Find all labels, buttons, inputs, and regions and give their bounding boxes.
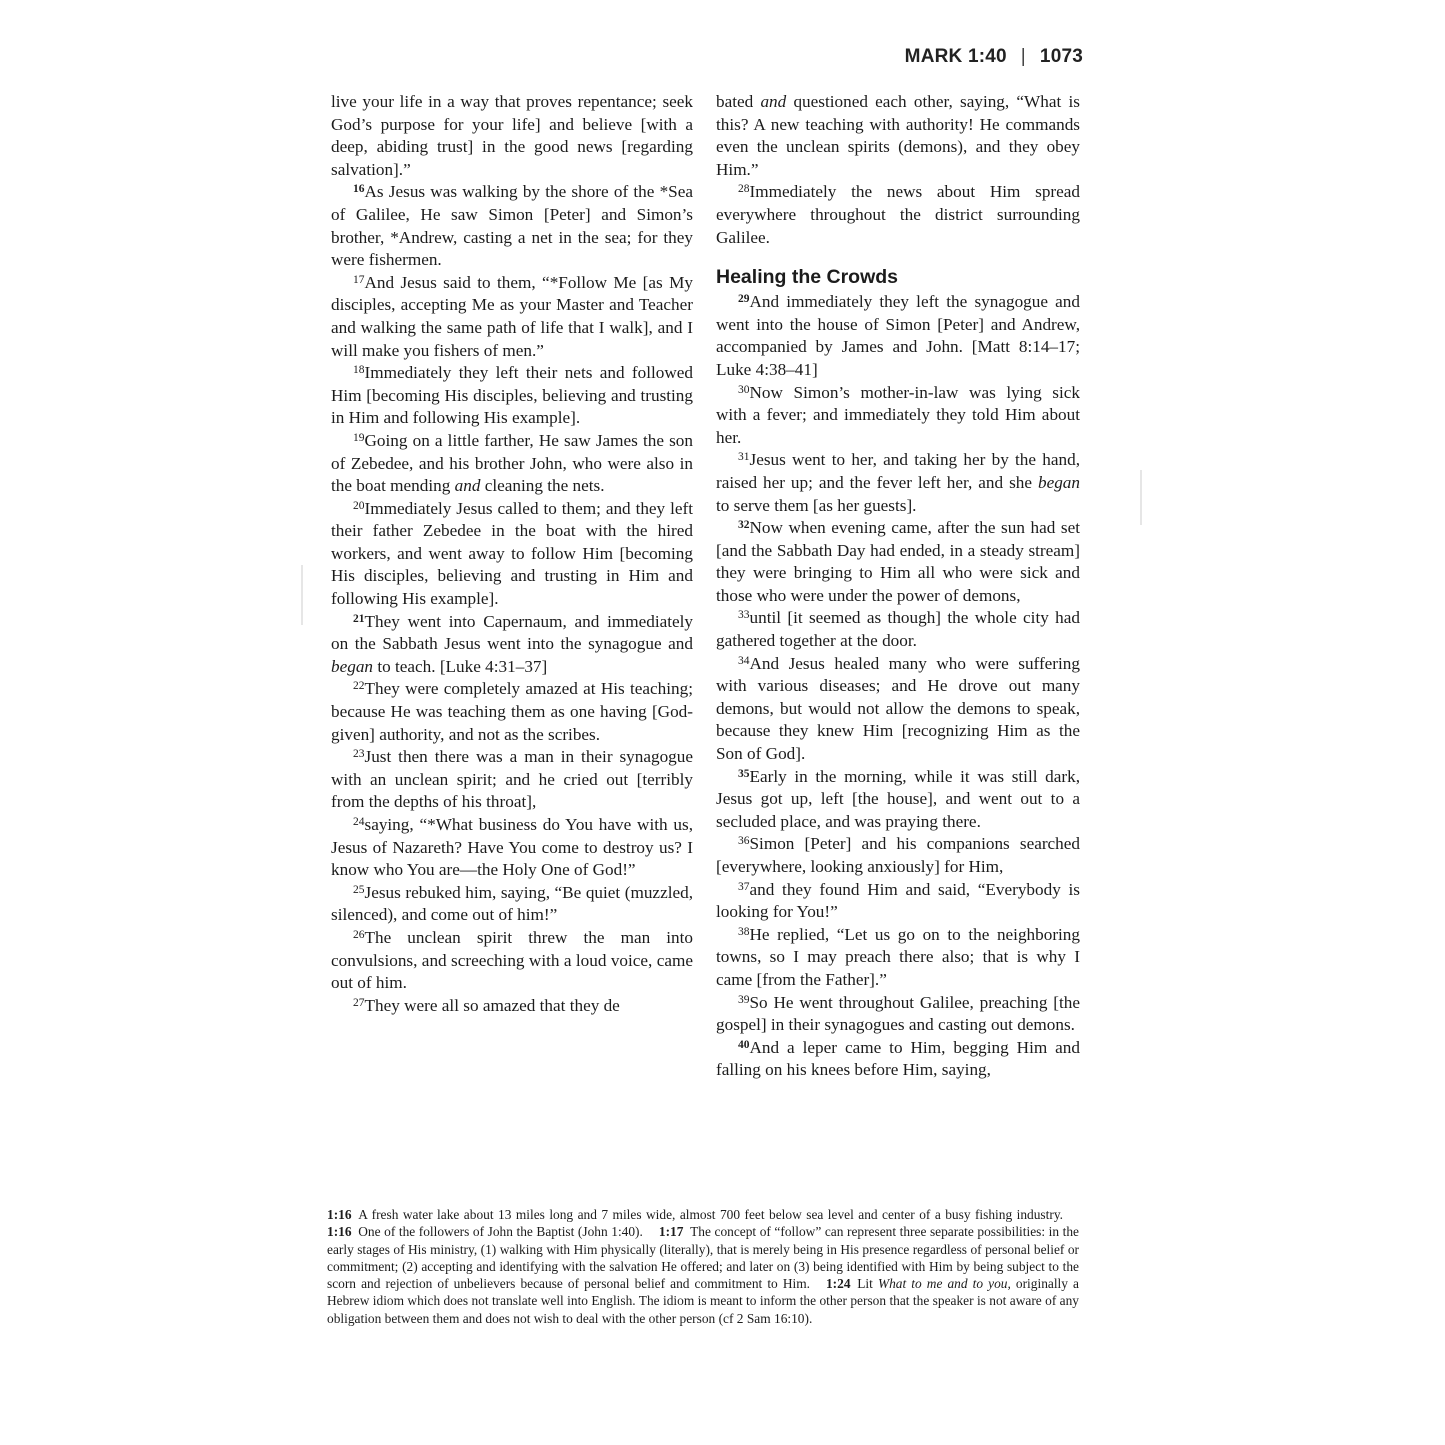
left-column — [331, 91, 693, 1017]
verse-number: 24 — [353, 816, 365, 828]
footnotes — [327, 1206, 1079, 1327]
verse-paragraph — [716, 181, 1080, 249]
verse-paragraph — [716, 879, 1080, 924]
verse-text: They were all so amazed that they de — [364, 995, 620, 1015]
verse-text: As Jesus was walking by the shore of the *Sea of Galilee, He saw Simon [Peter] and Simon’s brother, *Andrew, casting a net in the sea; for they were fishermen. — [331, 182, 693, 270]
footnote-text: originally a Hebrew idiom which does not translate well into English. The idiom is meant to inform the other person that the speaker is not aware of any obligation between them and does not wish to deal with the other person (cf 2 Sam 16:10). — [327, 1276, 1079, 1326]
running-head — [905, 46, 1083, 68]
verse-number: 27 — [353, 996, 365, 1009]
verse-number: 20 — [353, 499, 365, 512]
verse-number: 38 — [738, 925, 750, 938]
verse-number: 22 — [353, 680, 365, 693]
verse-paragraph — [716, 924, 1080, 992]
verse-paragraph — [331, 678, 693, 746]
verse-text: And a leper came to Him, begging Him and falling on his knees before Him, saying, — [716, 1037, 1080, 1080]
footnote — [327, 1224, 643, 1239]
verse-text: Immediately they left their nets and followed Him [becoming His disciples, believing and trusting in Him and following His example]. — [331, 363, 693, 428]
verse-number: 35 — [738, 767, 750, 780]
verse-text: He replied, “Let us go on to the neighboring towns, so I may preach there also; that is why I came [from the Father].” — [716, 924, 1080, 989]
verse-text: They went into Capernaum, and immediately on the Sabbath Jesus went into the synagogue and — [331, 611, 693, 654]
footnote-text: The concept of “follow” can represent three separate possibilities: in the early stages of His ministry, (1) walking with Him physically (literally), that is merely being in His presence regardless of personal belief or commitment; (2) accepting and identifying with the salvation He offered; and later on (3) being identified with Him by being subject to the scorn and rejection of unbelievers because of personal belief and commitment to Him. — [327, 1224, 1079, 1292]
verse-text: So He went throughout Galilee, preaching [the gospel] in their synagogues and casting out demons. — [716, 992, 1080, 1035]
verse-text: saying, “*What business do You have with us, Jesus of Nazareth? Have You come to destroy us? I know who You are—the Holy One of God!” — [331, 815, 693, 880]
verse-number: 33 — [738, 609, 750, 622]
verse-text: until [it seemed as though] the whole city had gathered together at the door. — [716, 608, 1080, 651]
verse-text: to teach. [Luke 4:31–37] — [373, 656, 548, 676]
verse-paragraph — [716, 1037, 1080, 1082]
verse-number: 39 — [738, 993, 750, 1006]
verse-paragraph — [331, 430, 693, 498]
verse-number: 18 — [353, 364, 365, 377]
verse-text: Jesus went to her, and taking her by the hand, raised her up; and the fever left her, and she — [716, 450, 1080, 492]
page-edge-shadow — [1140, 470, 1142, 525]
verse-text: questioned each other, saying, “What is this? A new teaching with authority! He commands even the unclean spirits (demons), and they obey Him.” — [716, 92, 1080, 179]
verse-text: Now Simon’s mother-in-law was lying sick with a fever; and immediately they told Him about her. — [716, 382, 1080, 447]
verse-text: cleaning the nets. — [480, 476, 605, 496]
verse-paragraph — [331, 498, 693, 611]
footnote-reference: 1:16 — [327, 1224, 352, 1240]
verse-number: 26 — [353, 928, 365, 941]
verse-number: 36 — [738, 835, 750, 848]
verse-paragraph — [331, 927, 693, 995]
verse-number: 32 — [738, 519, 750, 532]
verse-text: Going on a little farther, He saw James the son of Zebedee, and his brother John, who were also in the boat mending — [331, 430, 693, 496]
footnote-text: Lit — [857, 1276, 878, 1292]
verse-paragraph — [716, 833, 1080, 878]
verse-text: Jesus rebuked him, saying, “Be quiet (muzzled, silenced), and come out of him!” — [331, 882, 693, 925]
footnote-text-italic: What to me and to you, — [877, 1276, 1011, 1292]
verse-text: Simon [Peter] and his companions searched [everywhere, looking anxiously] for Him, — [716, 834, 1080, 876]
running-head-reference: MARK 1:40 — [904, 46, 1007, 67]
verse-number: 25 — [353, 883, 365, 896]
verse-paragraph — [716, 607, 1080, 652]
verse-paragraph — [716, 517, 1080, 607]
verse-text: to serve them [as her guests]. — [716, 495, 917, 515]
verse-text-italic: began — [1037, 472, 1080, 492]
right-column-after-heading — [716, 291, 1080, 1082]
verse-paragraph — [331, 882, 693, 927]
footnote — [327, 1207, 1063, 1222]
verse-number: 31 — [738, 451, 750, 464]
verse-text: bated — [716, 92, 761, 111]
verse-number: 40 — [738, 1038, 750, 1051]
verse-text: And immediately they left the synagogue and went into the house of Simon [Peter] and Andrew, accompanied by James and John. [Matt 8:14–17; Luke 4:38–41] — [716, 292, 1080, 379]
verse-text: Immediately Jesus called to them; and they left their father Zebedee in the boat with the hired workers, and went away to follow Him [becoming His disciples, believing and trusting in Him and following His example]. — [331, 498, 693, 609]
right-column-before-heading — [716, 91, 1080, 249]
verse-text: Early in the morning, while it was still dark, Jesus got up, left [the house], and went out to a secluded place, and was praying there. — [716, 766, 1080, 831]
verse-text: And Jesus healed many who were suffering with various diseases; and He drove out many demons, but would not allow the demons to speak, because they knew Him [recognizing Him as the Son of God]. — [716, 653, 1080, 764]
footnote-reference: 1:24 — [825, 1276, 851, 1292]
verse-paragraph — [331, 814, 693, 882]
verse-text: Immediately the news about Him spread everywhere throughout the district surrounding Galilee. — [716, 182, 1080, 247]
verse-continuation — [716, 91, 1080, 181]
verse-text-italic: began — [331, 656, 374, 676]
verse-number: 37 — [738, 880, 750, 893]
verse-paragraph — [331, 746, 693, 814]
verse-paragraph — [331, 181, 693, 271]
running-head-separator: | — [1020, 46, 1026, 67]
verse-number: 17 — [353, 273, 365, 286]
verse-text-italic: and — [454, 476, 481, 496]
verse-continuation — [331, 91, 693, 181]
verse-text: And Jesus said to them, “*Follow Me [as My disciples, accepting Me as your Master and Teacher and walking the same path of life that I walk], and I will make you fishers of men.” — [331, 272, 693, 360]
verse-paragraph — [331, 362, 693, 430]
verse-text: They were completely amazed at His teaching; because He was teaching them as one having [God-given] authority, and not as the scribes. — [331, 679, 693, 744]
verse-text: Now when evening came, after the sun had set [and the Sabbath Day had ended, in a steady stream] they were bringing to Him all who were sick and those who were under the power of demons, — [716, 518, 1080, 605]
verse-text: and they found Him and said, “Everybody is looking for You!” — [716, 879, 1080, 922]
footnote-text: One of the followers of John the Baptist (John 1:40). — [358, 1224, 643, 1240]
page-number: 1073 — [1039, 46, 1083, 67]
verse-paragraph — [716, 992, 1080, 1037]
page-edge-shadow — [301, 565, 303, 625]
footnote-reference: 1:16 — [327, 1207, 352, 1222]
verse-paragraph — [716, 449, 1080, 517]
verse-paragraph — [716, 766, 1080, 834]
verse-paragraph — [331, 272, 693, 362]
verse-number: 34 — [738, 654, 750, 667]
verse-number: 19 — [353, 431, 365, 444]
section-heading: Healing the Crowds — [716, 266, 899, 289]
verse-text-italic: and — [760, 92, 787, 111]
verse-paragraph — [716, 291, 1080, 381]
right-column — [716, 91, 1080, 1082]
verse-number: 28 — [738, 183, 750, 196]
verse-paragraph — [331, 611, 693, 679]
verse-paragraph — [716, 382, 1080, 450]
verse-number: 29 — [738, 293, 750, 306]
verse-paragraph — [716, 653, 1080, 766]
footnote-text: A fresh water lake about 13 miles long and 7 miles wide, almost 700 feet below sea level and center of a busy fishing industry. — [358, 1207, 1063, 1222]
verse-number: 30 — [738, 383, 750, 396]
verse-number: 23 — [353, 748, 365, 761]
footnote-reference: 1:17 — [658, 1224, 684, 1240]
verse-text: Just then there was a man in their synagogue with an unclean spirit; and he cried out [terribly from the depths of his throat], — [331, 747, 693, 812]
verse-text: live your life in a way that proves repentance; seek God’s purpose for your life] and believe [with a deep, abiding trust] in the good news [regarding salvation].” — [331, 92, 693, 179]
verse-text: The unclean spirit threw the man into convulsions, and screeching with a loud voice, came out of him. — [331, 927, 693, 993]
verse-number: 16 — [353, 183, 365, 196]
verse-paragraph — [331, 995, 693, 1018]
verse-number: 21 — [353, 612, 365, 625]
